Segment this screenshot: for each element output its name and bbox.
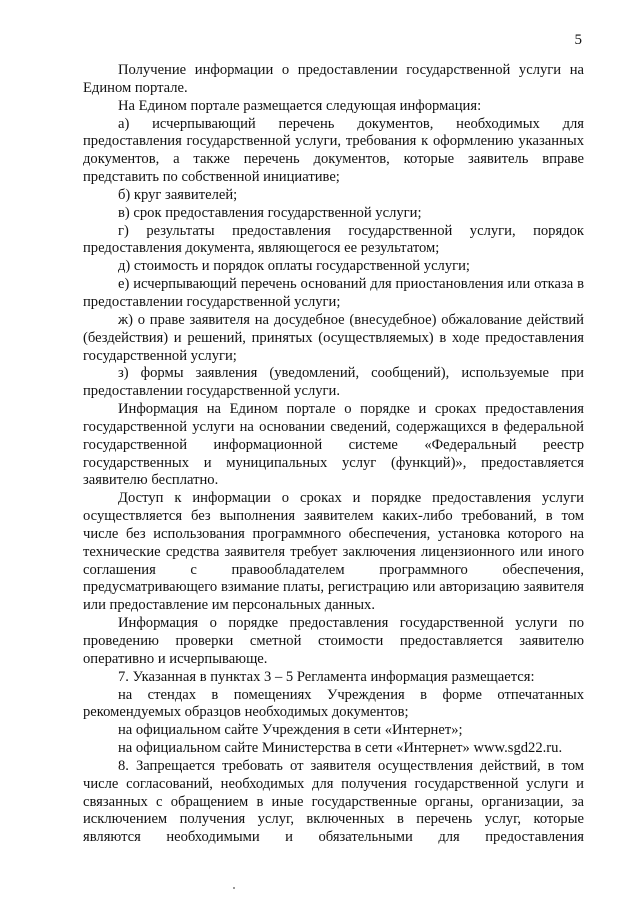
document-body [83, 62, 584, 847]
list-item-zh: ж) о праве заявителя на досудебное (внесудебное) обжалование действий (бездействия) и решений, принятых (осуществляемых) в ходе предоставления государственной услуги; [83, 311, 584, 364]
paragraph-access: Доступ к информации о сроках и порядке предоставления услуги осуществляется без выполнения заявителем каких-либо требований, в том числе без использования программного обеспечения, установка которого на технические средства заявителя требует заключения лицензионного или иного соглашения с правообладателем программного обеспечения, предусматривающего взимание платы, регистрацию или авторизацию заявителя или предоставление им персональных данных. [83, 490, 584, 614]
paragraph-estimate-info: Информация о порядке предоставления государственной услуги по проведению проверки сметной стоимости предоставляется заявителю оперативно и исчерпывающе. [83, 615, 584, 667]
scan-artifact [233, 887, 235, 889]
paragraph-free-info: Информация на Едином портале о порядке и сроках предоставления государственной услуги на основании сведений, содержащихся в федеральной государственной информационной системе «Федеральный реестр государственных и муниципальных услуг (функций)», предоставляется заявителю бесплатно. [83, 401, 584, 489]
list-item-g: г) результаты предоставления государственной услуги, порядок предоставления документа, являющегося ее результатом; [83, 222, 584, 257]
clause-8: 8. Запрещается требовать от заявителя осуществления действий, в том числе согласований, необходимых для получения государственной услуги и связанных с обращением в иные государственные органы, организации, за исключением получения услуг, включенных в перечень услуг, которые являются необходимыми и обязательными для предоставления [83, 757, 584, 846]
list-item-d: д) стоимость и порядок оплаты государственной услуги; [118, 258, 470, 275]
clause-7-ministry-site: на официальном сайте Министерства в сети «Интернет» www.sgd22.ru. [118, 740, 563, 757]
list-item-a: а) исчерпывающий перечень документов, необходимых для предоставления государственной услуги, требования к оформлению указанных документов, а также перечень документов, которые заявитель вправе представить по собственной инициативе; [83, 115, 584, 186]
list-item-b: б) круг заявителей; [118, 186, 238, 203]
list-item-e: е) исчерпывающий перечень оснований для приостановления или отказа в предоставлении государственной услуги; [83, 276, 584, 310]
clause-7: 7. Указанная в пунктах 3 – 5 Регламента информация размещается: [118, 668, 535, 685]
clause-7-institution-site: на официальном сайте Учреждения в сети «Интернет»; [118, 722, 463, 739]
list-item-z: з) формы заявления (уведомлений, сообщений), используемые при предоставлении государственной услуги. [83, 365, 584, 400]
page-number: 5 [574, 32, 582, 48]
list-item-v: в) срок предоставления государственной услуги; [118, 204, 422, 221]
clause-7-stands: на стендах в помещениях Учреждения в форме отпечатанных рекомендуемых образцов необходимых документов; [83, 686, 584, 721]
paragraph-portal-list-intro: На Едином портале размещается следующая информация: [118, 97, 482, 114]
paragraph-portal-info: Получение информации о предоставлении государственной услуги на Едином портале. [83, 62, 584, 96]
